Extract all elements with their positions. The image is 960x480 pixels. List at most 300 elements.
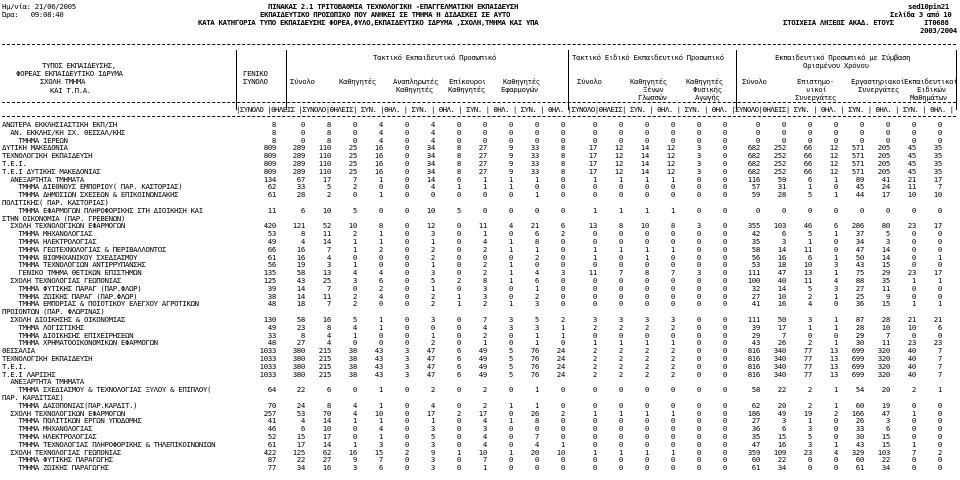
table-cell: 28 (855, 322, 864, 332)
table-cell: 0 (696, 424, 701, 434)
table-cell: 87 (267, 455, 276, 465)
table-cell: 0 (859, 135, 864, 145)
table-cell: 3 (378, 439, 383, 449)
table-cell: 0 (508, 463, 513, 473)
report-code: sed10pin21 (908, 2, 949, 11)
table-cell: 699 (851, 369, 864, 379)
table-cell: 53 (267, 229, 276, 239)
table-cell: 3 (352, 276, 357, 285)
table-cell: 7 (781, 330, 786, 340)
table-cell: 0 (508, 385, 513, 395)
table-cell: 7 (618, 268, 623, 278)
table-cell: 0 (644, 237, 649, 246)
table-cell: 0 (618, 276, 623, 285)
table-cell: 15 (881, 439, 890, 449)
table-cell: 4 (430, 182, 435, 192)
table-cell: 18 (296, 299, 305, 309)
table-cell: 0 (722, 416, 727, 426)
table-cell: 0 (911, 424, 916, 434)
table-cell: 1 (644, 244, 649, 254)
table-cell: 1 (430, 260, 435, 270)
table-cell: 0 (482, 135, 487, 145)
table-cell: 0 (456, 260, 461, 270)
table-cell: 47 (426, 346, 435, 356)
table-cell: 14 (777, 283, 786, 293)
table-cell: 8 (271, 127, 276, 137)
table-cell: 1 (378, 237, 383, 246)
table-cell: 1 (833, 291, 838, 301)
table-cell: 0 (670, 455, 675, 465)
form-code: IT0688 (924, 18, 949, 27)
table-cell: 0 (670, 463, 675, 473)
table-cell: 34 (777, 463, 786, 473)
table-cell: 2 (352, 291, 357, 301)
table-cell: 0 (696, 432, 701, 441)
table-cell: 3 (534, 322, 539, 332)
table-cell: 0 (937, 424, 942, 434)
table-cell: 9 (508, 143, 513, 153)
table-cell: 0 (592, 424, 597, 434)
table-cell: 0 (885, 205, 890, 215)
col-head-grand-total: ΓΕΝΙΚΟ (243, 69, 268, 78)
table-cell: 21 (907, 174, 916, 184)
table-cell: 49 (478, 346, 487, 356)
table-cell: 0 (696, 346, 701, 356)
table-cell: 0 (722, 439, 727, 449)
table-cell: 1 (534, 338, 539, 348)
table-cell: 7 (534, 432, 539, 441)
table-cell: 24 (556, 369, 565, 379)
table-cell: 289 (292, 166, 305, 176)
table-cell: 0 (404, 205, 409, 215)
table-cell: 64 (267, 385, 276, 395)
table-cell: 1 (807, 237, 812, 246)
table-cell: 0 (722, 291, 727, 301)
table-cell: 1 (937, 385, 942, 395)
table-cell: 1 (592, 205, 597, 215)
table-cell: 52 (322, 221, 331, 231)
table-cell: 0 (378, 252, 383, 262)
table-cell: 15 (777, 432, 786, 441)
table-cell: 0 (696, 439, 701, 449)
table-cell: 0 (911, 330, 916, 340)
table-cell: 0 (404, 174, 409, 184)
table-cell: 0 (696, 299, 701, 309)
table-cell: 0 (482, 190, 487, 200)
table-cell: 0 (696, 182, 701, 192)
row-label: Τ.Ε.Ι ΔΥΤΙΚΗΣ ΜΑΚΕΔΟΝΙΑΣ (2, 166, 101, 176)
col-head-tpa: ΚΑΙ Τ.Π.Α. (50, 86, 91, 95)
table-cell: 1 (833, 252, 838, 262)
table-cell: 2 (560, 229, 565, 239)
table-cell: 0 (378, 260, 383, 270)
table-cell: 0 (560, 338, 565, 348)
table-cell: 0 (560, 416, 565, 426)
table-cell: 25 (348, 159, 357, 168)
table-cell: 35 (881, 276, 890, 285)
table-cell: 5 (430, 432, 435, 441)
table-cell: 0 (456, 455, 461, 465)
table-cell: 0 (833, 424, 838, 434)
table-cell: 329 (851, 447, 864, 457)
table-cell: 2 (430, 291, 435, 301)
table-cell: 7 (326, 299, 331, 309)
table-cell: 0 (722, 322, 727, 332)
table-cell: 6 (300, 205, 305, 215)
table-cell: 340 (773, 361, 786, 371)
table-cell: 1 (430, 416, 435, 426)
table-cell: 26 (777, 338, 786, 348)
table-cell: 0 (560, 174, 565, 184)
table-cell: 1 (670, 338, 675, 348)
table-cell: 67 (296, 174, 305, 184)
table-cell: 1 (592, 447, 597, 457)
table-cell: 0 (618, 455, 623, 465)
table-cell: 186 (747, 408, 760, 418)
table-cell: 0 (618, 291, 623, 301)
table-cell: 0 (430, 322, 435, 332)
table-cell: 16 (296, 244, 305, 254)
table-cell: 0 (696, 244, 701, 254)
table-cell: 11 (478, 221, 487, 231)
table-cell: 4 (482, 416, 487, 426)
table-cell: 12 (614, 166, 623, 176)
table-cell: 3 (807, 439, 812, 449)
table-cell: 1 (378, 315, 383, 324)
sub-lang-2: Ξένων (643, 85, 664, 94)
table-cell: 135 (263, 268, 276, 278)
table-cell: 3 (644, 315, 649, 324)
table-cell: 4 (430, 400, 435, 410)
table-cell: 1 (807, 182, 812, 192)
sex-header-row: |ΣΥΝΟΛΟ |ΘΗΛΕΙΣ |ΣΥΝΟΛΟ|ΘΗΛΕΙΣ| ΣΥΝ. |ΘΗΛ. | ΣΥΝ. | ΘΗΛ. | ΣΥΝ. | ΘΗΛ. | ΣΥΝ. | ΘΗΛ. |ΣΥΝΟΛΟ|ΘΗΛΕΙΣ| ΣΥΝ. | ΘΗΛ. | ΣΥΝ. | ΘΗΛ. |ΣΥΝΟΛΟ|ΘΗΛΕΙΣ| ΣΥΝ. | ΘΗΛ. | ΣΥΝ. | ΘΗΛ. | ΣΥΝ. | ΘΗΛ. | (236, 105, 954, 114)
table-cell: 10 (933, 190, 942, 200)
table-cell: 0 (696, 315, 701, 324)
table-cell: 420 (263, 221, 276, 231)
table-cell: 42 (751, 229, 760, 239)
table-cell: 0 (456, 120, 461, 129)
table-cell: 3 (430, 315, 435, 324)
table-cell: 16 (777, 299, 786, 309)
table-cell: 8 (456, 143, 461, 153)
table-cell: 8 (534, 237, 539, 246)
sub-lang: Καθηγητές (630, 77, 667, 86)
table-cell: 1 (534, 283, 539, 293)
table-cell: 22 (777, 385, 786, 395)
table-cell: 0 (644, 276, 649, 285)
table-cell: 13 (803, 268, 812, 278)
table-cell: 44 (855, 190, 864, 200)
table-cell: 5 (508, 369, 513, 379)
table-cell: 0 (560, 252, 565, 262)
table-cell: 289 (292, 143, 305, 153)
table-cell: 14 (426, 174, 435, 184)
table-cell: 8 (560, 159, 565, 168)
table-cell: 0 (560, 291, 565, 301)
table-cell: 17 (588, 143, 597, 153)
table-cell: 47 (751, 439, 760, 449)
table-cell: 35 (933, 159, 942, 168)
table-cell: 215 (318, 361, 331, 371)
table-cell: 0 (644, 283, 649, 293)
table-cell: 8 (326, 400, 331, 410)
table-cell: 1 (644, 205, 649, 215)
table-cell: 30 (855, 338, 864, 348)
table-cell: 76 (530, 361, 539, 371)
table-cell: 43 (751, 338, 760, 348)
table-cell: 2 (482, 330, 487, 340)
table-cell: 8 (456, 159, 461, 168)
table-cell: 8 (326, 120, 331, 129)
row-label: ΣΧΟΛΗ ΤΕΧΝΟΛΟΓΙΚΩΝ ΕΦΑΡΜΟΓΩΝ (2, 408, 125, 418)
col-divider (736, 50, 737, 110)
table-cell: 1 (430, 283, 435, 293)
table-cell: 34 (881, 463, 890, 473)
table-cell: 16 (348, 447, 357, 457)
table-cell: 1 (508, 276, 513, 285)
table-cell: 1 (352, 260, 357, 270)
table-cell: 54 (855, 385, 864, 395)
table-cell: 6 (456, 369, 461, 379)
table-cell: 0 (937, 127, 942, 137)
table-cell: 0 (670, 276, 675, 285)
table-cell: 1 (618, 244, 623, 254)
table-cell: 0 (456, 127, 461, 137)
table-cell: 0 (534, 135, 539, 145)
table-cell: 0 (592, 432, 597, 441)
table-cell: 0 (670, 182, 675, 192)
table-cell: 10 (907, 190, 916, 200)
table-cell: 12 (614, 151, 623, 161)
table-cell: 22 (296, 455, 305, 465)
table-cell: 16 (374, 159, 383, 168)
table-cell: 1 (456, 291, 461, 301)
table-cell: 1 (508, 237, 513, 246)
table-cell: 0 (859, 127, 864, 137)
table-cell: 0 (722, 252, 727, 262)
table-cell: 8 (456, 151, 461, 161)
table-cell: 7 (911, 447, 916, 457)
table-cell: 47 (426, 361, 435, 371)
table-cell: 7 (482, 455, 487, 465)
table-cell: 22 (296, 385, 305, 395)
table-cell: 0 (456, 268, 461, 278)
table-cell: 61 (855, 463, 864, 473)
table-cell: 0 (560, 182, 565, 192)
table-cell: 109 (773, 447, 786, 457)
sub-pe: Καθηγητές (686, 77, 723, 86)
table-cell: 0 (352, 424, 357, 434)
table-cell: 2 (482, 268, 487, 278)
table-cell: 1 (670, 244, 675, 254)
table-cell: 110 (318, 166, 331, 176)
sub-applied-2: Εφαρμογών (501, 85, 538, 94)
table-cell: 1 (833, 190, 838, 200)
table-cell: 0 (560, 135, 565, 145)
table-cell: 0 (937, 330, 942, 340)
table-cell: 0 (618, 400, 623, 410)
table-cell: 12 (829, 159, 838, 168)
table-cell: 3 (404, 354, 409, 363)
table-cell: 359 (747, 447, 760, 457)
table-cell: 1 (456, 182, 461, 192)
table-cell: 0 (696, 291, 701, 301)
table-cell: 2 (378, 283, 383, 293)
table-cell: 215 (318, 354, 331, 363)
table-cell: 45 (907, 159, 916, 168)
table-cell: 62 (267, 182, 276, 192)
table-cell: 0 (911, 252, 916, 262)
table-cell: 39 (751, 322, 760, 332)
table-cell: 9 (885, 291, 890, 301)
table-cell: 0 (456, 190, 461, 200)
sub-special-2: Ειδικών (917, 85, 946, 94)
sub-lab-2: Συνεργάτες (858, 85, 899, 94)
table-cell: 3 (534, 299, 539, 309)
table-cell: 699 (851, 346, 864, 356)
table-cell: 0 (755, 135, 760, 145)
table-cell: 0 (508, 135, 513, 145)
table-cell: 2 (644, 369, 649, 379)
table-cell: 19 (296, 260, 305, 270)
table-cell: 0 (807, 120, 812, 129)
table-cell: 1 (378, 416, 383, 426)
table-cell: 1 (592, 408, 597, 418)
table-cell: 1 (508, 416, 513, 426)
table-cell: 0 (670, 229, 675, 239)
table-cell: 1 (456, 447, 461, 457)
table-cell: 1 (482, 174, 487, 184)
table-cell: 2 (560, 408, 565, 418)
table-cell: 27 (478, 166, 487, 176)
table-cell: 0 (508, 252, 513, 262)
table-cell: 5 (326, 182, 331, 192)
row-label: ΤΜΗΜΑ ΦΥΤΙΚΗΣ ΠΑΡΑΓ (ΠΑΡ.ΦΛΩΡ) (2, 283, 142, 293)
table-cell: 4 (378, 135, 383, 145)
table-cell: 0 (696, 463, 701, 473)
table-cell: 0 (644, 385, 649, 395)
table-cell: 0 (911, 237, 916, 246)
table-cell: 4 (508, 221, 513, 231)
table-cell: 66 (803, 166, 812, 176)
table-cell: 0 (592, 400, 597, 410)
table-cell: 53 (751, 260, 760, 270)
table-cell: 4 (482, 432, 487, 441)
table-cell: 4 (430, 120, 435, 129)
table-cell: 0 (560, 244, 565, 254)
table-cell: 70 (267, 400, 276, 410)
table-cell: 27 (322, 455, 331, 465)
table-cell: 0 (722, 283, 727, 293)
table-cell: 571 (851, 151, 864, 161)
table-cell: 10 (348, 221, 357, 231)
sub-assistant-2: Καθηγητές (448, 85, 485, 94)
row-label: ΑΝΩΤΕΡΑ ΕΚΚΛΗΣΙΑΣΤΙΚΗ ΕΚΠ/ΣΗ (2, 120, 117, 129)
table-cell: 2 (670, 354, 675, 363)
table-cell: 5 (807, 283, 812, 293)
table-cell: 7 (937, 361, 942, 371)
table-cell: 0 (404, 151, 409, 161)
table-cell: 252 (773, 166, 786, 176)
table-cell: 38 (348, 361, 357, 371)
table-cell: 1033 (259, 354, 276, 363)
table-cell: 2 (456, 408, 461, 418)
table-cell: 2 (592, 354, 597, 363)
table-cell: 0 (618, 237, 623, 246)
table-cell: 2 (352, 299, 357, 309)
table-cell: 8 (560, 151, 565, 161)
table-cell: 2 (352, 229, 357, 239)
table-cell: 0 (404, 338, 409, 348)
row-label: ΣΧΟΛΗ ΤΕΧΝΟΛΟΓΙΚΩΝ ΕΦΑΡΜΟΓΩΝ (2, 221, 125, 231)
table-cell: 0 (644, 127, 649, 137)
table-cell: 215 (318, 369, 331, 379)
table-cell: 27 (478, 143, 487, 153)
table-cell: 1 (833, 268, 838, 278)
row-label: ΣΧΟΛΗ ΔΙΟΙΚΗΣΗΣ & ΟΙΚΟΝΟΜΙΑΣ (2, 315, 125, 324)
row-label: ΤΜΗΜΑ ΓΕΩΤΕΧΝΟΛΟΓΙΑΣ & ΠΕΡΙΒΑΛΛΟΝΤΟΣ (2, 244, 166, 254)
table-cell: 0 (833, 237, 838, 246)
table-cell: 1 (534, 174, 539, 184)
table-cell: 0 (456, 315, 461, 324)
table-cell: 0 (618, 252, 623, 262)
table-cell: 12 (666, 143, 675, 153)
table-cell: 8 (482, 276, 487, 285)
table-cell: 100 (747, 276, 760, 285)
table-cell: 0 (696, 127, 701, 137)
table-cell: 1 (911, 276, 916, 285)
table-cell: 380 (292, 369, 305, 379)
table-cell: 1 (352, 244, 357, 254)
table-cell: 0 (722, 127, 727, 137)
table-cell: 49 (478, 361, 487, 371)
table-cell: 3 (696, 268, 701, 278)
table-cell: 3 (807, 315, 812, 324)
table-cell: 1 (911, 408, 916, 418)
table-cell: 0 (560, 127, 565, 137)
table-cell: 0 (911, 260, 916, 270)
table-cell: 45 (907, 166, 916, 176)
table-cell: 34 (426, 159, 435, 168)
table-cell: 1 (378, 190, 383, 200)
table-cell: 0 (644, 439, 649, 449)
table-cell: 59 (751, 190, 760, 200)
table-cell: 0 (670, 190, 675, 200)
table-cell: 2 (670, 369, 675, 379)
table-cell: 4 (430, 127, 435, 137)
table-cell: 11 (881, 338, 890, 348)
table-cell: 3 (482, 291, 487, 301)
table-cell: 14 (881, 244, 890, 254)
table-cell: 12 (829, 166, 838, 176)
table-cell: 25 (348, 143, 357, 153)
table-cell: 0 (618, 260, 623, 270)
table-cell: 2 (618, 361, 623, 371)
row-label: ΤΜΗΜΑ ΦΥΤΙΚΗΣ ΠΑΡΑΓΩΓΗΣ (2, 455, 113, 465)
table-cell: 2 (644, 322, 649, 332)
table-cell: 0 (722, 135, 727, 145)
table-cell: 0 (722, 260, 727, 270)
table-cell: 1 (482, 338, 487, 348)
table-cell: 320 (877, 346, 890, 356)
table-cell: 3 (560, 268, 565, 278)
table-cell: 6 (781, 424, 786, 434)
table-cell: 3 (404, 346, 409, 356)
table-cell: 5 (352, 205, 357, 215)
table-cell: 0 (722, 385, 727, 395)
table-cell: 14 (777, 244, 786, 254)
table-cell: 2 (592, 361, 597, 371)
